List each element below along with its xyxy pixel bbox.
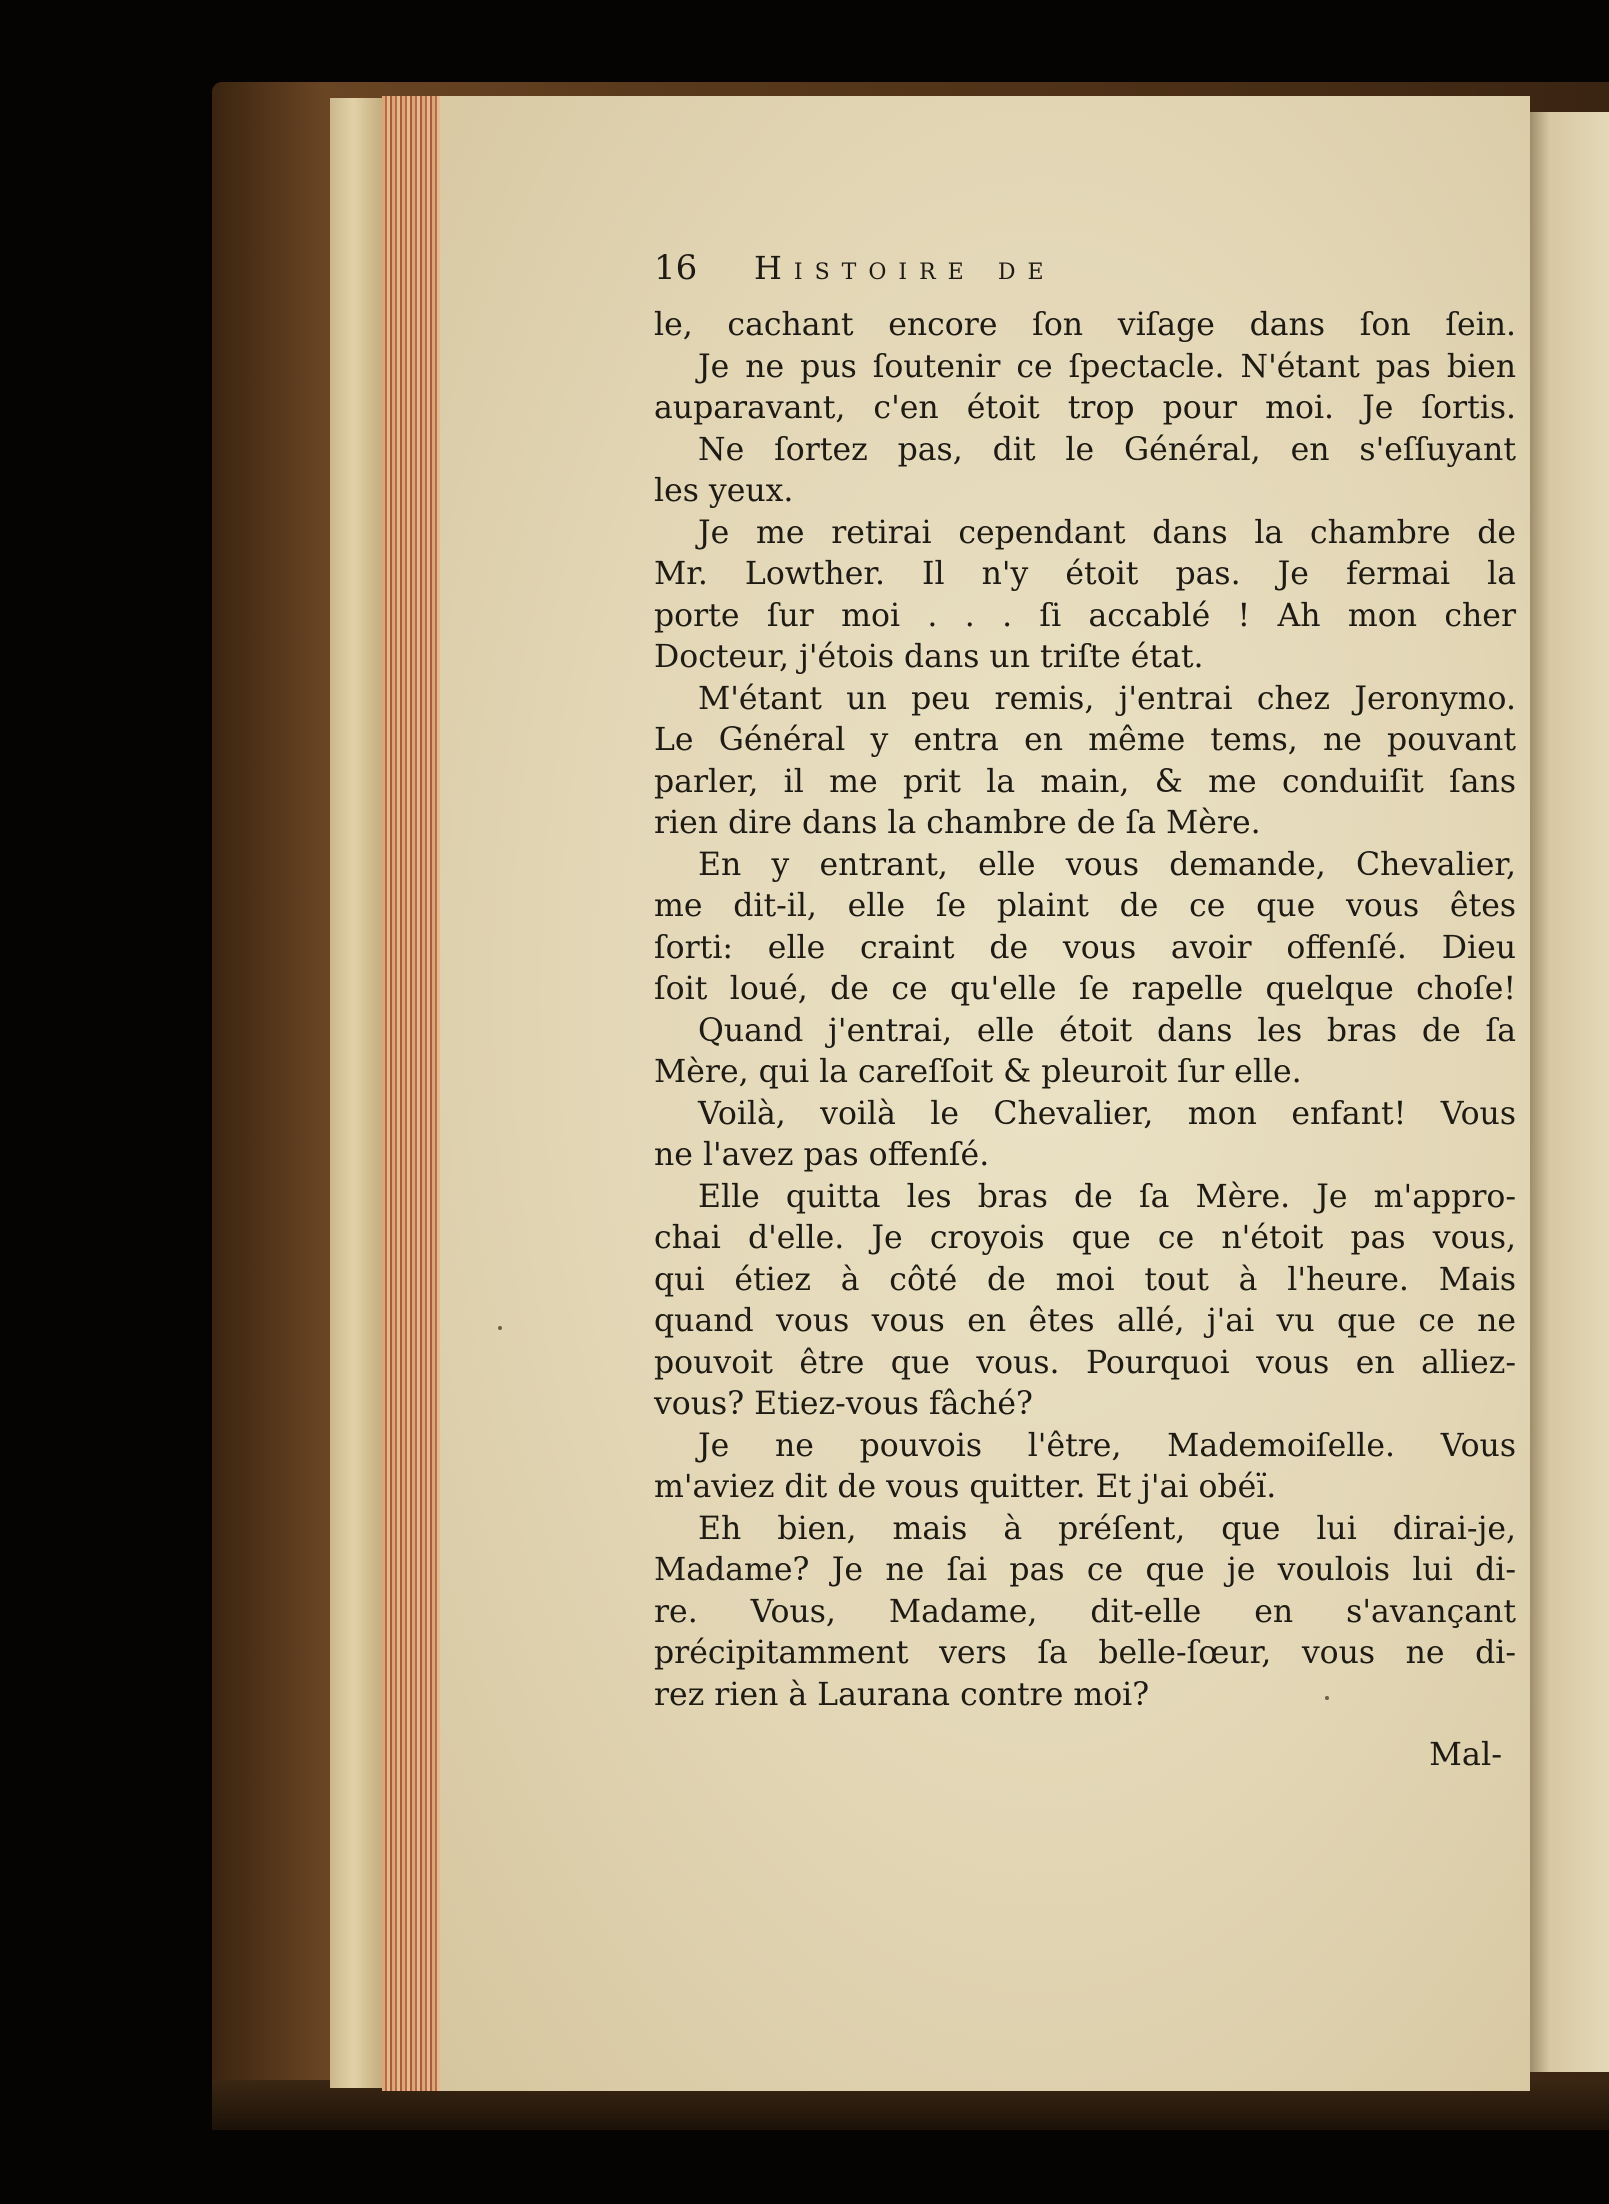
text-line: Docteur, j'étois dans un triſte état.	[654, 639, 1204, 675]
page-header	[654, 243, 1516, 293]
text-line: m'aviez dit de vous quitter. Et j'ai obéï.	[654, 1469, 1277, 1505]
text-line: M'étant un peu remis, j'entrai chez Jeronymo.	[698, 680, 1516, 717]
paper-speck	[498, 1326, 502, 1330]
text-line: Le Général y entra en même tems, ne pouvant	[654, 722, 1516, 758]
text-line: vous? Etiez-vous fâché?	[654, 1386, 1033, 1422]
text-line: En y entrant, elle vous demande, Chevalier,	[698, 846, 1516, 883]
text-line: Eh bien, mais à préſent, que lui dirai-je,	[698, 1510, 1516, 1547]
catchword: Mal-	[1429, 1735, 1502, 1773]
text-line: pouvoit être que vous. Pourquoi vous en alliez-	[654, 1344, 1516, 1381]
text-line: me dit-il, elle ſe plaint de ce que vous êtes	[654, 888, 1516, 924]
page-edges	[382, 96, 440, 2091]
text-line: Mr. Lowther. Il n'y étoit pas. Je fermai la	[654, 556, 1516, 592]
text-line: ne l'avez pas offenſé.	[654, 1137, 990, 1173]
text-line: précipitamment vers ſa belle-ſœur, vous ne di-	[654, 1635, 1516, 1671]
text-line: rez rien à Laurana contre moi?	[654, 1676, 1150, 1713]
text-line: porte ſur moi . . . ſi accablé ! Ah mon cher	[654, 597, 1516, 634]
text-line: Je ne pouvois l'être, Mademoiſelle. Vous	[698, 1427, 1516, 1464]
text-line: Ne ſortez pas, dit le Général, en s'eſſuyant	[698, 431, 1516, 468]
text-line: parler, il me prit la main, & me conduiſit ſans	[654, 763, 1516, 800]
text-line: Je me retirai cependant dans la chambre de	[698, 514, 1516, 551]
text-line: les yeux.	[654, 473, 794, 509]
text-line: Je ne pus ſoutenir ce ſpectacle. N'étant pas bien	[698, 348, 1516, 385]
text-line: rien dire dans la chambre de ſa Mère.	[654, 805, 1261, 841]
text-line: quand vous vous en êtes allé, j'ai vu que ce ne	[654, 1303, 1516, 1339]
body-text	[654, 305, 1516, 1716]
text-line: chai d'elle. Je croyois que ce n'étoit pas vous,	[654, 1220, 1516, 1256]
text-line: auparavant, c'en étoit trop pour moi. Je ſortis.	[654, 390, 1516, 426]
spine-leaf	[330, 98, 382, 2088]
running-head: Histoire de	[754, 249, 1056, 287]
text-line: Mère, qui la careſſoit & pleuroit ſur elle.	[654, 1054, 1302, 1090]
text-line: Elle quitta les bras de ſa Mère. Je m'appro-	[698, 1178, 1516, 1215]
text-line: le, cachant encore ſon viſage dans ſon ſein.	[654, 307, 1516, 343]
facing-page-edge	[1530, 112, 1609, 2072]
text-line: Voilà, voilà le Chevalier, mon enfant! Vous	[698, 1095, 1516, 1132]
text-line: qui étiez à côté de moi tout à l'heure. Mais	[654, 1261, 1516, 1298]
page-number: 16	[654, 248, 698, 288]
text-line: re. Vous, Madame, dit-elle en s'avançant	[654, 1593, 1516, 1630]
text-line: Madame? Je ne ſai pas ce que je voulois lui di-	[654, 1552, 1516, 1588]
text-line: Quand j'entrai, elle étoit dans les bras de ſa	[698, 1012, 1516, 1049]
text-line: ſoit loué, de ce qu'elle ſe rapelle quelque choſe!	[654, 971, 1516, 1007]
text-line: ſorti: elle craint de vous avoir offenſé. Dieu	[654, 929, 1516, 966]
